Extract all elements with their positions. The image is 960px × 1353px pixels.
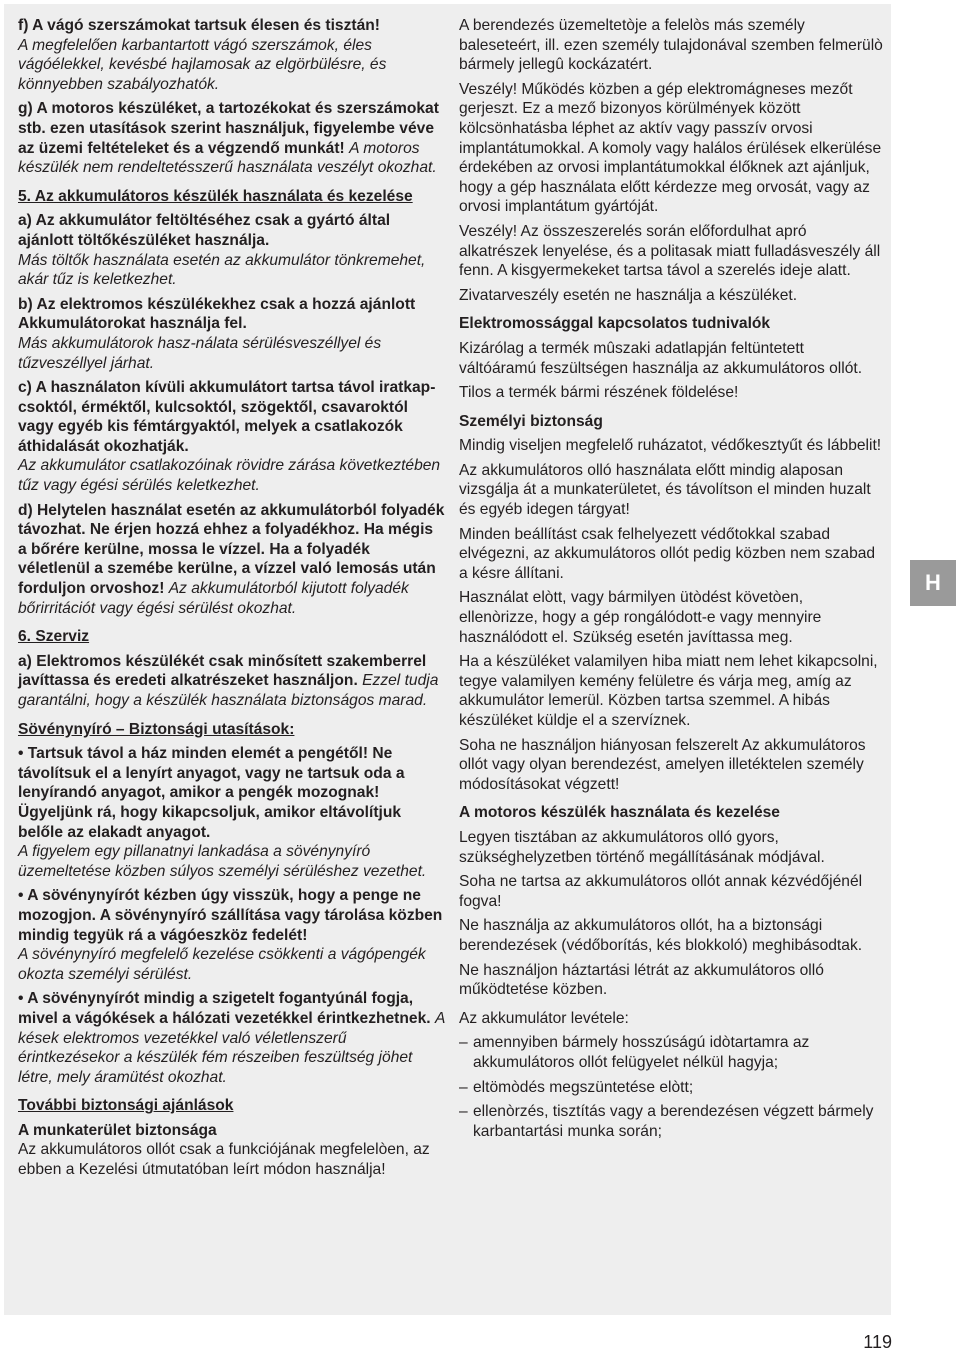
bullet-1-text: A figyelem egy pillanatnyi lankadása a sövénynyíró üzemeltetése közben súlyos személyi sérüléshez vezethet. xyxy=(18,843,427,880)
section-5d-text: Az akkumulátorból kijutott folyadék bőrirritációt vagy égési sérülést okozhat. xyxy=(18,580,409,617)
section-5-heading: 5. Az akkumulátoros készülék használata és kezelése xyxy=(18,187,413,205)
bullet-3-bold: • A sövénynyírót mindig a szigetelt fogantyúnál fogja, mivel a vágókések a hálózati vezetékkel érintkezhetnek. xyxy=(18,990,431,1027)
paragraph-5d xyxy=(18,501,446,619)
bullet-1 xyxy=(18,744,446,881)
section-f-title: f) A vágó szerszámokat tartsuk élesen és tisztán! xyxy=(18,17,380,34)
work-area-text: Az akkumulátoros ollót csak a funkciójának megfelelòen, az ebben a Kezelési útmutatóban leírt módon használja! xyxy=(18,1141,430,1179)
motor-device-text-2: Soha ne tartsa az akkumulátoros ollót annak kézvédőjénél fogva! xyxy=(459,873,863,910)
personal-safety-text-6: Soha ne használjon hiányosan felszerelt Az akkumulátoros ollót vagy olyan berendezést, amelyen illetéktelen személy módosításokat végzett! xyxy=(459,736,866,793)
paragraph-5c xyxy=(18,378,446,496)
paragraph-f xyxy=(18,16,446,94)
section-f-text: A megfelelően karbantartott vágó szerszámok, éles vágóélekkel, kevésbé hajlamosak az elgörbülésre, és könnyebben szabályozhatók. xyxy=(18,36,387,93)
personal-safety-text-1: Mindig viseljen megfelelő ruházatot, védőkesztyűt és lábbelit! xyxy=(459,437,882,455)
motor-device-text-4: Ne használjon háztartási létrát az akkumulátoros olló működtetése közben. xyxy=(459,961,824,999)
bullet-3-text: A kések elektromos vezetékkel való véletlenszerű érintkezésekor a készülék fém részeiben feszültség jöhet létre, mely áramütést okozhat. xyxy=(18,1009,445,1086)
paragraph-5a xyxy=(18,211,446,289)
electrical-text-2: Tilos a termék bármi részének földelése! xyxy=(459,384,739,402)
danger-small-parts: Veszély! Az összeszerelés során előfordulhat apró alkatrészek lenyelése, és a politasak miatt fulladásveszély áll fenn. A kisgyermekeket tartsa távol a szerelés ideje alatt. xyxy=(459,222,881,280)
danger-electromagnetic: Veszély! Működés közben a gép elektromágneses mezőt gerjeszt. Ez a mező bizonyos körülmények között kölcsönhatásba léphet az aktív vagy passzív orvosi implantátumokkal. A komoly vagy halálos érülések elkerülése érdekében az orvosi implantátumokkal élőknek azt ajánljuk, hogy a gép használata előtt kérdezze meg orvosát, vagy az orvosi implantátum gyártóját. xyxy=(459,80,882,216)
hedge-trimmer-heading: Sövénynyíró – Biztonsági utasítások: xyxy=(18,720,295,738)
personal-safety-heading: Személyi biztonság xyxy=(459,412,603,430)
battery-removal-intro: Az akkumulátor levétele: xyxy=(459,1009,629,1027)
more-safety-heading: További biztonsági ajánlások xyxy=(18,1097,234,1115)
operator-responsibility: A berendezés üzemeltetòje a felelòs más személy baleseteért, ill. ezen személy tulajdonával szemben felmerülò bármely jellegû kockázatért. xyxy=(459,17,883,74)
paragraph-6a xyxy=(18,652,446,711)
bullet-2-bold: • A sövénynyírót kézben úgy visszük, hogy a penge ne mozogjon. A sövénynyíró szállítása vagy tárolása közben mindig tegyük rá a vágóeszköz fedelét! xyxy=(18,887,443,944)
electrical-heading: Elektromossággal kapcsolatos tudnivalók xyxy=(459,315,771,333)
section-g-text: A motoros készülék nem rendeltetésszerű használata veszélyt okozhat. xyxy=(18,139,437,177)
list-item: – eltömòdés megszüntetése elòtt; xyxy=(459,1078,885,1098)
personal-safety-text-3: Minden beállítást csak felhelyezett védőtokkal szabad elvégezni, az akkumulátoros ollót pedig közben nem szabad a késre állítani. xyxy=(459,525,876,582)
work-area-heading: A munkaterület biztonsága xyxy=(18,1121,217,1139)
section-5c-bold: c) A használaton kívüli akkumulátort tartsa távol iratkap-csoktól, érméktől, kulcsoktól, szögektől, csavaroktól vagy egyéb kis fémtárgyaktól, melyek a csatlakozók áthidalását okozhatják. xyxy=(18,379,436,455)
left-column xyxy=(18,16,446,1180)
bullet-1-bold: • Tartsuk távol a ház minden elemét a pengétől! Ne távolítsuk el a lenyírt anyagot, vagy ne tartsuk oda a lenyírandó anyagot, amikor a pengék mozognak! Ügyeljünk rá, hogy kikapcsoljuk, amikor eltávolítjuk belőle az elakadt anyagot. xyxy=(18,745,405,841)
personal-safety-text-2: Az akkumulátoros olló használata előtt mindig alaposan vizsgálja át a munkaterületet, és távolítson el minden huzalt és egyéb idegen tárgyat! xyxy=(459,461,871,519)
section-5b-bold: b) Az elektromos készülékekhez csak a hozzá ajánlott Akkumulátorokat használja fel. xyxy=(18,295,416,333)
paragraph-5b xyxy=(18,295,446,373)
section-5a-text: Más töltők használata esetén az akkumulátor tönkremehet, akár tűz is keletkezhet. xyxy=(18,251,426,289)
bullet-3 xyxy=(18,989,446,1087)
section-5b-text: Más akkumulátorok hasz-nálata sérülésveszéllyel és tűzveszéllyel járhat. xyxy=(18,334,382,372)
paragraph-g xyxy=(18,99,446,177)
personal-safety-text-4: Használat elòtt, vagy bármilyen ütòdést követòen, ellenòrizze, hogy a gép rongálódott-e vagy mennyire használódott el. Szükség esetén javíttassa meg. xyxy=(459,589,822,646)
section-5c-text: Az akkumulátor csatlakozóinak rövidre zárása következtében tűz vagy égési sérülés keletkezhet. xyxy=(18,457,441,495)
section-g-title: g) A motoros készüléket, a tartozékokat és szerszámokat stb. ezen utasítások szerint használjuk, figyelembe véve az üzemi feltételeket és a végzendő munkát! xyxy=(18,100,439,157)
section-6a-text: Ezzel tudja garantálni, hogy a készülék használata biztonságos marad. xyxy=(18,672,439,709)
motor-device-heading: A motoros készülék használata és kezelése xyxy=(459,804,780,822)
content-panel xyxy=(4,4,891,1315)
storm-warning: Zivatarveszély esetén ne használja a készüléket. xyxy=(459,286,798,304)
section-6a-bold: a) Elektromos készülékét csak minősített szakemberrel javíttassa és eredeti alkatrészeket használjon. xyxy=(18,652,427,690)
list-item: – ellenòrzés, tisztítás vagy a berendezésen végzett bármely karbantartási munka során; xyxy=(459,1102,885,1141)
bullet-2 xyxy=(18,886,446,984)
page-number: 119 xyxy=(863,1332,892,1352)
motor-device-text-3: Ne használja az akkumulátoros ollót, ha a biztonsági berendezések (védőborítás, kés blokkoló) meghibásodtak. xyxy=(459,917,863,954)
right-column xyxy=(459,16,885,1141)
list-item: – amennyiben bármely hosszúságú idòtartamra az akkumulátoros ollót felügyelet nélkül hagyja; xyxy=(459,1033,885,1072)
bullet-2-text: A sövénynyíró megfelelő kezelése csökkenti a vágópengék okozta személyi sérülést. xyxy=(18,946,426,983)
section-5a-bold: a) Az akkumulátor feltöltéséhez csak a gyártó által ajánlott töltőkészüléket használja. xyxy=(18,212,391,249)
language-tab: H xyxy=(910,560,956,606)
electrical-text-1: Kizárólag a termék mûszaki adatlapján feltüntetett váltóáramú feszültségen használja az akkumulátoros ollót. xyxy=(459,339,863,377)
personal-safety-text-5: Ha a készüléket valamilyen hiba miatt nem lehet kikapcsolni, tegye valamilyen kemény felületre és várja meg, amíg az akkumulátor lemerül. Közben tartsa szemmel. A hibás készüléket küldje el a szervíznek. xyxy=(459,653,878,729)
section-5d-bold: d) Helytelen használat esetén az akkumulátorból folyadék távozhat. Ne érjen hozzá ehhez a folyadékhoz. Ha mégis a bőrére kerülne, mossa le vízzel. Ha a folyadék véletlenül a szemébe kerülne, a vízzel való lemosás után forduljon orvoshoz! xyxy=(18,501,445,598)
section-6-heading: 6. Szerviz xyxy=(18,628,90,646)
motor-device-text-1: Legyen tisztában az akkumulátoros olló gyors, szükséghelyzetben történő megállításának módjával. xyxy=(459,828,825,866)
